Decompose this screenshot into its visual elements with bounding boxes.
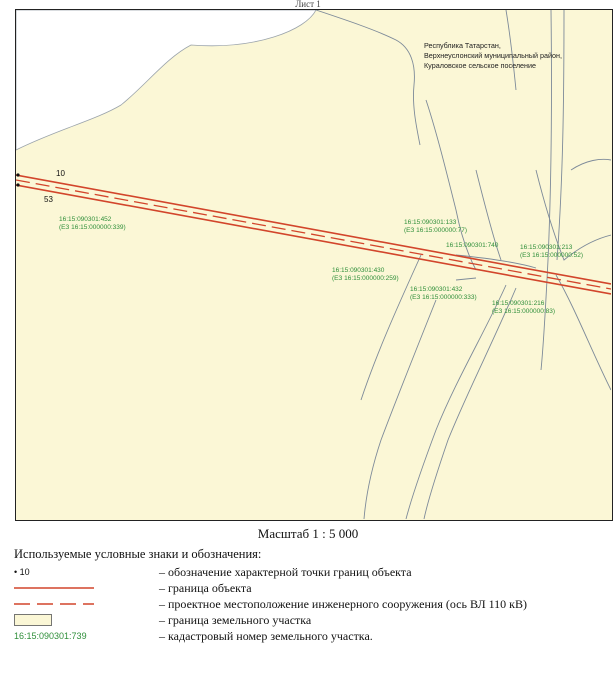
legend-item-cadastral — [8, 628, 612, 644]
red-line-symbol — [14, 582, 94, 594]
point-symbol: • 10 — [14, 567, 30, 577]
parcel-ez-number: (ЕЗ 16:15:000000:77) — [404, 227, 468, 234]
map-frame[interactable] — [15, 9, 613, 521]
legend-item-text: – обозначение характерной точки границ объекта — [159, 565, 412, 579]
legend-title: Используемые условные знаки и обозначения: — [14, 547, 262, 561]
map-canvas[interactable] — [16, 10, 611, 519]
parcel-number: 16:15:090301:133 — [404, 219, 457, 226]
region-caption-line-1: Республика Татарстан, — [424, 41, 501, 50]
parcel-ez-number: (ЕЗ 16:15:000000:333) — [410, 294, 477, 301]
legend — [8, 547, 612, 644]
scale-caption: Масштаб 1 : 5 000 — [257, 526, 359, 541]
parcel-ez-number: (ЕЗ 16:15:000000:259) — [332, 275, 399, 282]
sheet-number: Лист 1 — [295, 0, 321, 8]
parcel-number: 16:15:090301:213 — [520, 244, 573, 251]
parcel-number: 16:15:090301:430 — [332, 267, 385, 274]
legend-item-parcel — [8, 612, 612, 628]
legend-item-point — [8, 564, 612, 580]
dashed-red-line-symbol — [14, 598, 94, 610]
parcel-number: 16:15:090301:216 — [492, 300, 545, 307]
point-53-marker — [16, 183, 19, 186]
legend-item-text: – граница объекта — [159, 581, 252, 595]
parcel-box-symbol — [14, 614, 94, 626]
region-caption-line-3: Кураловское сельское поселение — [424, 61, 537, 70]
region-caption-line-2: Верхнеуслонский муниципальный район, — [424, 51, 562, 60]
legend-item-text: – кадастровый номер земельного участка. — [159, 629, 373, 643]
point-10-marker — [16, 173, 19, 176]
legend-item-boundary — [8, 580, 612, 596]
legend-item-text: – проектное местоположение инженерного сооружения (ось ВЛ 110 кВ) — [159, 597, 528, 611]
parcel-ez-number: (ЕЗ 16:15:000000:52) — [520, 252, 584, 259]
point-label-10: 10 — [56, 169, 65, 178]
parcel-number: 16:15:090301:432 — [410, 286, 463, 293]
legend-item-text: – граница земельного участка — [159, 613, 312, 627]
parcel-label-740[interactable] — [446, 242, 499, 249]
parcel-ez-number: (ЕЗ 16:15:000000:83) — [492, 308, 556, 315]
legend-item-power-line — [8, 596, 612, 612]
point-label-53: 53 — [44, 195, 53, 204]
parcel-number: 16:15:090301:452 — [59, 216, 112, 223]
parcel-ez-number: (ЕЗ 16:15:000000:339) — [59, 224, 126, 231]
parcel-number: 16:15:090301:740 — [446, 242, 499, 249]
cadastral-number-symbol: 16:15:090301:739 — [14, 631, 87, 641]
